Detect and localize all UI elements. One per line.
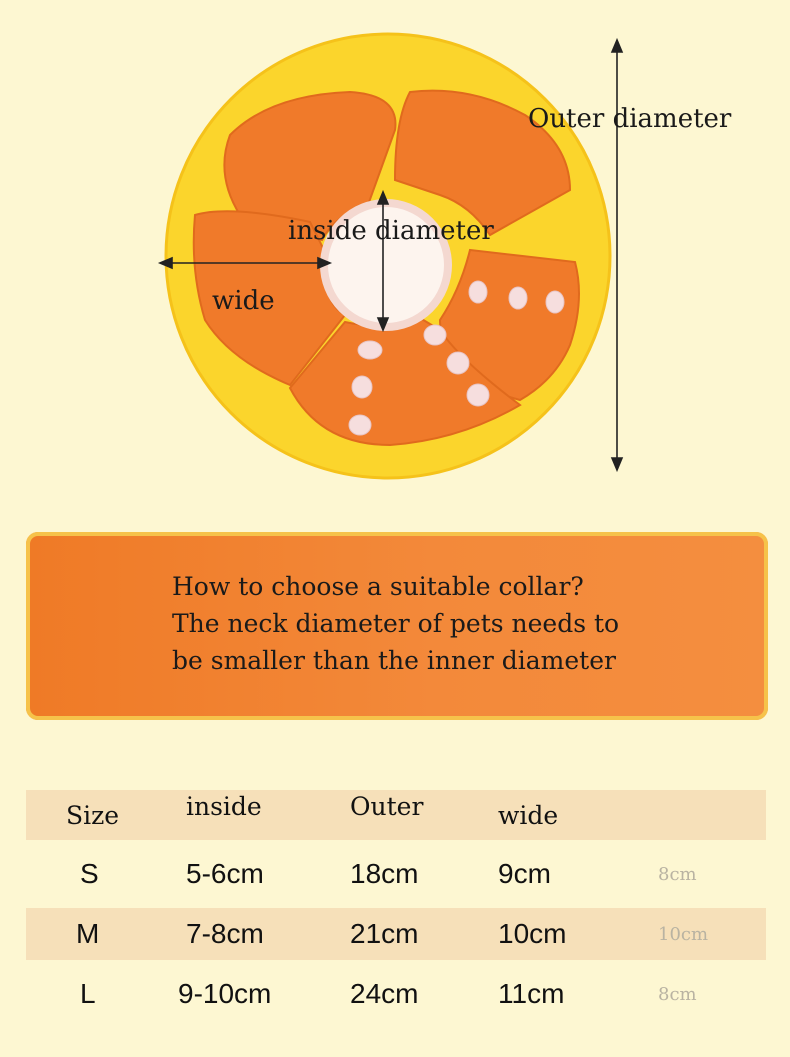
sizing-tip-text bbox=[172, 568, 732, 679]
inside-diameter-label: inside diameter bbox=[288, 216, 494, 246]
collar-illustration bbox=[0, 0, 790, 510]
cell-faded: 10cm bbox=[658, 923, 709, 945]
cell-faded: 8cm bbox=[658, 983, 697, 1005]
table-row bbox=[26, 968, 766, 1020]
cell-faded: 8cm bbox=[658, 863, 697, 885]
sizing-tip-banner bbox=[26, 532, 768, 720]
collar-diagram bbox=[0, 0, 790, 510]
outer-diameter-label: Outer diameter bbox=[528, 104, 732, 134]
header-wide: wide bbox=[498, 800, 559, 830]
header-inside: inside bbox=[186, 792, 262, 821]
header-faded bbox=[658, 790, 758, 840]
cell-size: M bbox=[76, 918, 100, 949]
header-outer: Outer bbox=[350, 792, 424, 821]
header-size: Size bbox=[66, 800, 120, 830]
cell-outer: 21cm bbox=[350, 918, 419, 949]
sizing-tip-line: How to choose a suitable collar? bbox=[172, 572, 584, 601]
table-row bbox=[26, 848, 766, 900]
cell-wide: 9cm bbox=[498, 858, 551, 889]
cell-wide: 10cm bbox=[498, 918, 567, 949]
size-table bbox=[26, 790, 766, 1020]
cell-size: S bbox=[80, 858, 99, 889]
cell-wide: 11cm bbox=[498, 978, 565, 1009]
sizing-tip-line: be smaller than the inner diameter bbox=[172, 646, 616, 675]
sizing-tip-line: The neck diameter of pets needs to bbox=[172, 609, 620, 638]
cell-inside: 9-10cm bbox=[178, 978, 272, 1009]
cell-size: L bbox=[80, 978, 96, 1009]
table-header-row bbox=[26, 790, 766, 840]
cell-inside: 5-6cm bbox=[186, 858, 264, 889]
cell-outer: 24cm bbox=[350, 978, 419, 1009]
cell-outer: 18cm bbox=[350, 858, 419, 889]
table-row bbox=[26, 908, 766, 960]
cell-inside: 7-8cm bbox=[186, 918, 264, 949]
wide-label: wide bbox=[212, 286, 275, 316]
